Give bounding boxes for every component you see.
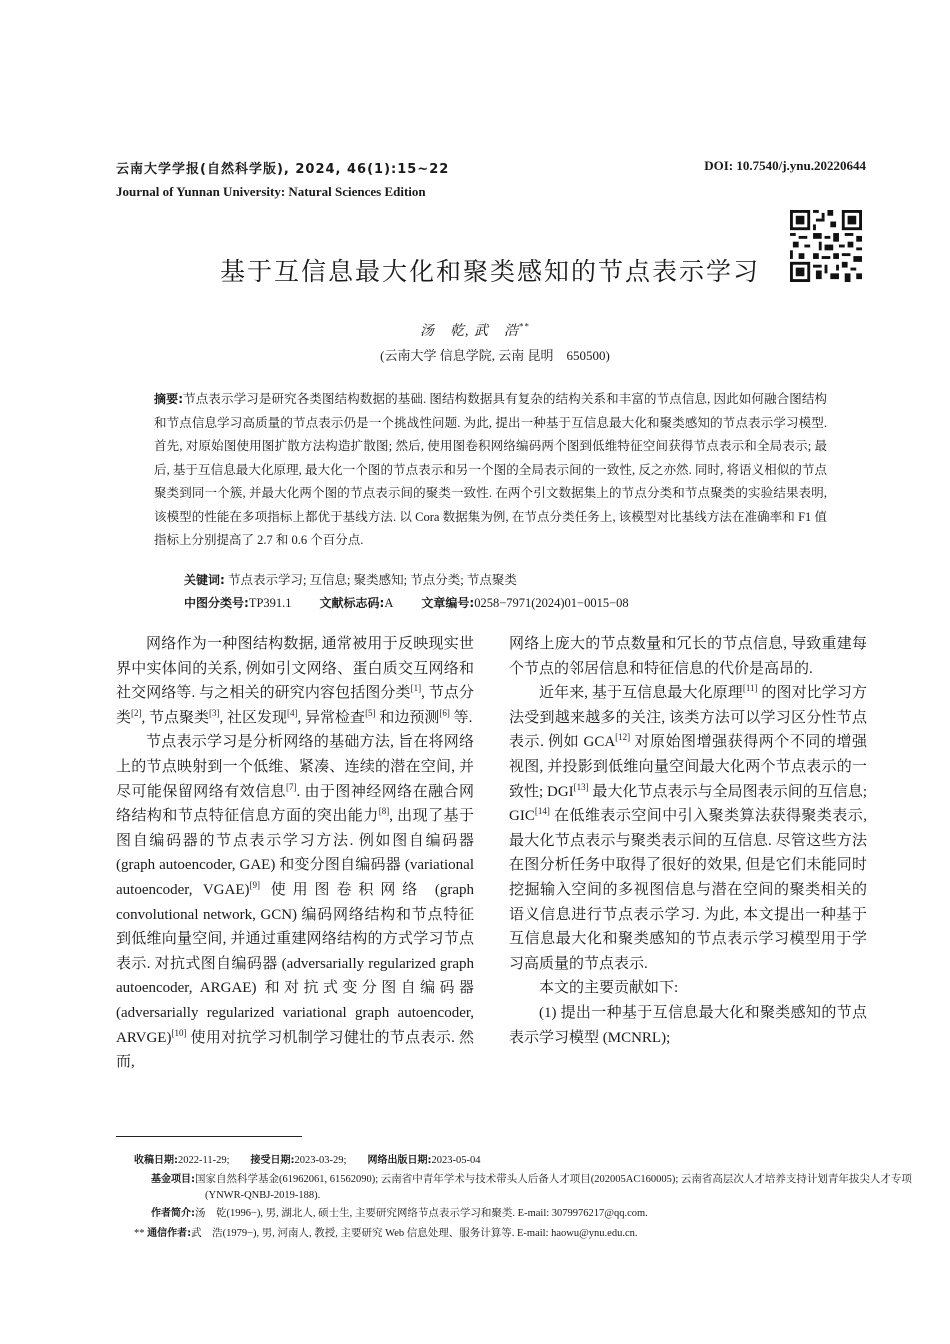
citation-ref[interactable]: [5]	[365, 707, 376, 718]
author-bio-text: 汤 乾(1996−), 男, 湖北人, 硕士生, 主要研究网络节点表示学习和聚类. E-mail: 3079976217@qq.com.	[195, 1208, 648, 1219]
journal-name-cn: 云南大学学报(自然科学版), 2024, 46(1):15~22	[116, 162, 450, 177]
paper-title: 基于互信息最大化和聚类感知的节点表示学习	[219, 257, 760, 286]
footnote-corresponding	[134, 1226, 870, 1242]
doc-code-label: 文献标志码:	[319, 596, 385, 610]
corr-text: 武 浩(1979−), 男, 河南人, 教授, 主要研究 Web 信息处理、服务计算等. E-mail: haowu@ynu.edu.cn.	[191, 1228, 638, 1239]
journal-name-en: Journal of Yunnan University: Natural Sciences Edition	[116, 184, 426, 199]
body-paragraph: 网络上庞大的节点数量和冗长的节点信息, 导致重建每个节点的邻居信息和特征信息的代价是高昂的.	[509, 636, 867, 677]
abstract	[154, 388, 827, 553]
body-column-left	[116, 632, 474, 1075]
body-column-right	[509, 632, 867, 1050]
body-paragraph: 节点表示学习是分析网络的基础方法, 旨在将网络上的节点映射到一个低维、紧凑、连续的潜在空间, 并尽可能保留网络有效信息[7]. 由于图神经网络在融合网络结构和节点特征信息方面的突出能力[8], 出现了基于图自编码器的节点表示学习方法. 例如图自编码器 (graph autoencoder, GAE) 和变分图自编码器 (variational autoencoder, VGAE)[9] 使用图卷积网络 (graph convolutional network, GCN) 编码网络结构和节点特征到低维向量空间, 并通过重建网络结构的方式学习节点表示. 对抗式图自编码器 (adversarially regularized graph autoencoder, ARGAE) 和对抗式变分图自编码器 (adversarially regularized variational graph autoencoder, ARVGE)[10] 使用对抗学习机制学习健壮的节点表示. 然而,	[116, 734, 475, 1071]
authors	[0, 320, 950, 340]
accepted-label: 接受日期:	[250, 1155, 295, 1166]
citation-ref[interactable]: [6]	[439, 707, 450, 718]
citation-ref[interactable]: [9]	[249, 879, 261, 890]
citation-ref[interactable]: [1]	[410, 683, 422, 694]
fund-text: 国家自然科学基金(61962061, 61562090); 云南省中青年学术与技术带头人后备人才项目(202005AC160005); 云南省高层次人才培养支持计划青年拔尖人才专项(YNWR-QNBJ-2019-188).	[195, 1174, 912, 1201]
citation-ref[interactable]: [8]	[378, 806, 390, 817]
citation-ref[interactable]: [2]	[131, 707, 142, 718]
author-bio-label: 作者简介:	[151, 1208, 195, 1219]
article-number-value: 0258−7971(2024)01−0015−08	[474, 596, 629, 610]
corr-mark: **	[134, 1228, 145, 1239]
online-label: 网络出版日期:	[367, 1155, 432, 1166]
corresponding-mark: **	[519, 321, 530, 332]
keywords	[184, 570, 517, 588]
received-date: 2022-11-29;	[178, 1155, 230, 1166]
body-paragraph: 网络作为一种图结构数据, 通常被用于反映现实世界中实体间的关系, 例如引文网络、蛋白质交互网络和社交网络等. 与之相关的研究内容包括图分类[1], 节点分类[2], 节点聚类[3], 社区发现[4], 异常检查[5] 和边预测[6] 等.	[116, 636, 474, 726]
footnote-divider	[116, 1136, 302, 1137]
citation-ref[interactable]: [7]	[286, 781, 297, 792]
corr-label: 通信作者:	[147, 1228, 192, 1239]
affiliation: (云南大学 信息学院, 云南 昆明 650500)	[380, 348, 610, 363]
abstract-label: 摘要:	[154, 392, 184, 406]
body-paragraph: 本文的主要贡献如下:	[539, 980, 679, 997]
keywords-text: 节点表示学习; 互信息; 聚类感知; 节点分类; 节点聚类	[227, 573, 517, 587]
footnote-funding	[151, 1172, 925, 1204]
online-date: 2023-05-04	[431, 1155, 481, 1166]
clc-label: 中图分类号:	[184, 596, 249, 610]
keywords-label: 关键词:	[184, 573, 225, 587]
footnote-dates	[134, 1153, 870, 1169]
body-paragraph: 近年来, 基于互信息最大化原理[11] 的图对比学习方法受到越来越多的关注, 该类方法可以学习区分性节点表示. 例如 GCA[12] 对原始图增强获得两个不同的增强视图, 并投影到低维向量空间最大化两个节点表示的一致性; DGI[13] 最大化节点表示与全局图表示间的互信息; GIC[14] 在低维表示空间中引入聚类算法获得聚类表示, 最大化节点表示与聚类表示间的互信息. 尽管这些方法在图分析任务中取得了很好的效果, 但是它们未能同时挖掘输入空间的多视图信息与潜在空间的聚类相关的语义信息进行节点表示学习. 为此, 本文提出一种基于互信息最大化和聚类感知的节点表示学习模型用于学习高质量的节点表示.	[509, 683, 868, 972]
clc-value: TP391.1	[248, 596, 292, 610]
citation-ref[interactable]: [10]	[171, 1027, 187, 1038]
author-names: 汤 乾, 武 浩	[420, 324, 519, 339]
doi: DOI: 10.7540/j.ynu.20220644	[704, 158, 866, 173]
citation-ref[interactable]: [4]	[287, 707, 298, 718]
fund-label: 基金项目:	[151, 1174, 195, 1185]
citation-ref[interactable]: [13]	[573, 781, 589, 792]
body-paragraph: (1) 提出一种基于互信息最大化和聚类感知的节点表示学习模型 (MCNRL);	[509, 1004, 867, 1046]
citation-ref[interactable]: [14]	[534, 806, 550, 817]
doc-code-value: A	[384, 596, 394, 610]
received-label: 收稿日期:	[134, 1155, 178, 1166]
citation-ref[interactable]: [12]	[615, 732, 631, 743]
citation-ref[interactable]: [3]	[209, 707, 220, 718]
citation-ref[interactable]: [11]	[742, 683, 758, 694]
abstract-text: 节点表示学习是研究各类图结构数据的基础. 图结构数据具有复杂的结构关系和丰富的节点信息, 因此如何融合图结构和节点信息学习高质量的节点表示仍是一个挑战性问题. 为此, 提出一种基于互信息最大化和聚类感知的节点表示学习模型. 首先, 对原始图使用图扩散方法构造扩散图; 然后, 使用图卷积网络编码两个图到低维特征空间获得节点表示和全局表示; 最后, 基于互信息最大化原理, 最大化一个图的节点表示和另一个图的全局表示间的一致性, 反之亦然. 同时, 将语义相似的节点聚类到同一个簇, 并最大化两个图的节点表示间的聚类一致性. 在两个引文数据集上的节点分类和节点聚类的实验结果表明, 该模型的性能在多项指标上都优于基线方法. 以 Cora 数据集为例, 在节点分类任务上, 该模型对比基线方法在准确率和 F1 值指标上分别提高了 2.7 和 0.6 个百分点.	[154, 392, 827, 547]
classification-line	[184, 594, 629, 611]
article-number-label: 文章编号:	[421, 596, 475, 610]
accepted-date: 2023-03-29;	[294, 1155, 347, 1166]
footnote-author	[151, 1206, 887, 1222]
